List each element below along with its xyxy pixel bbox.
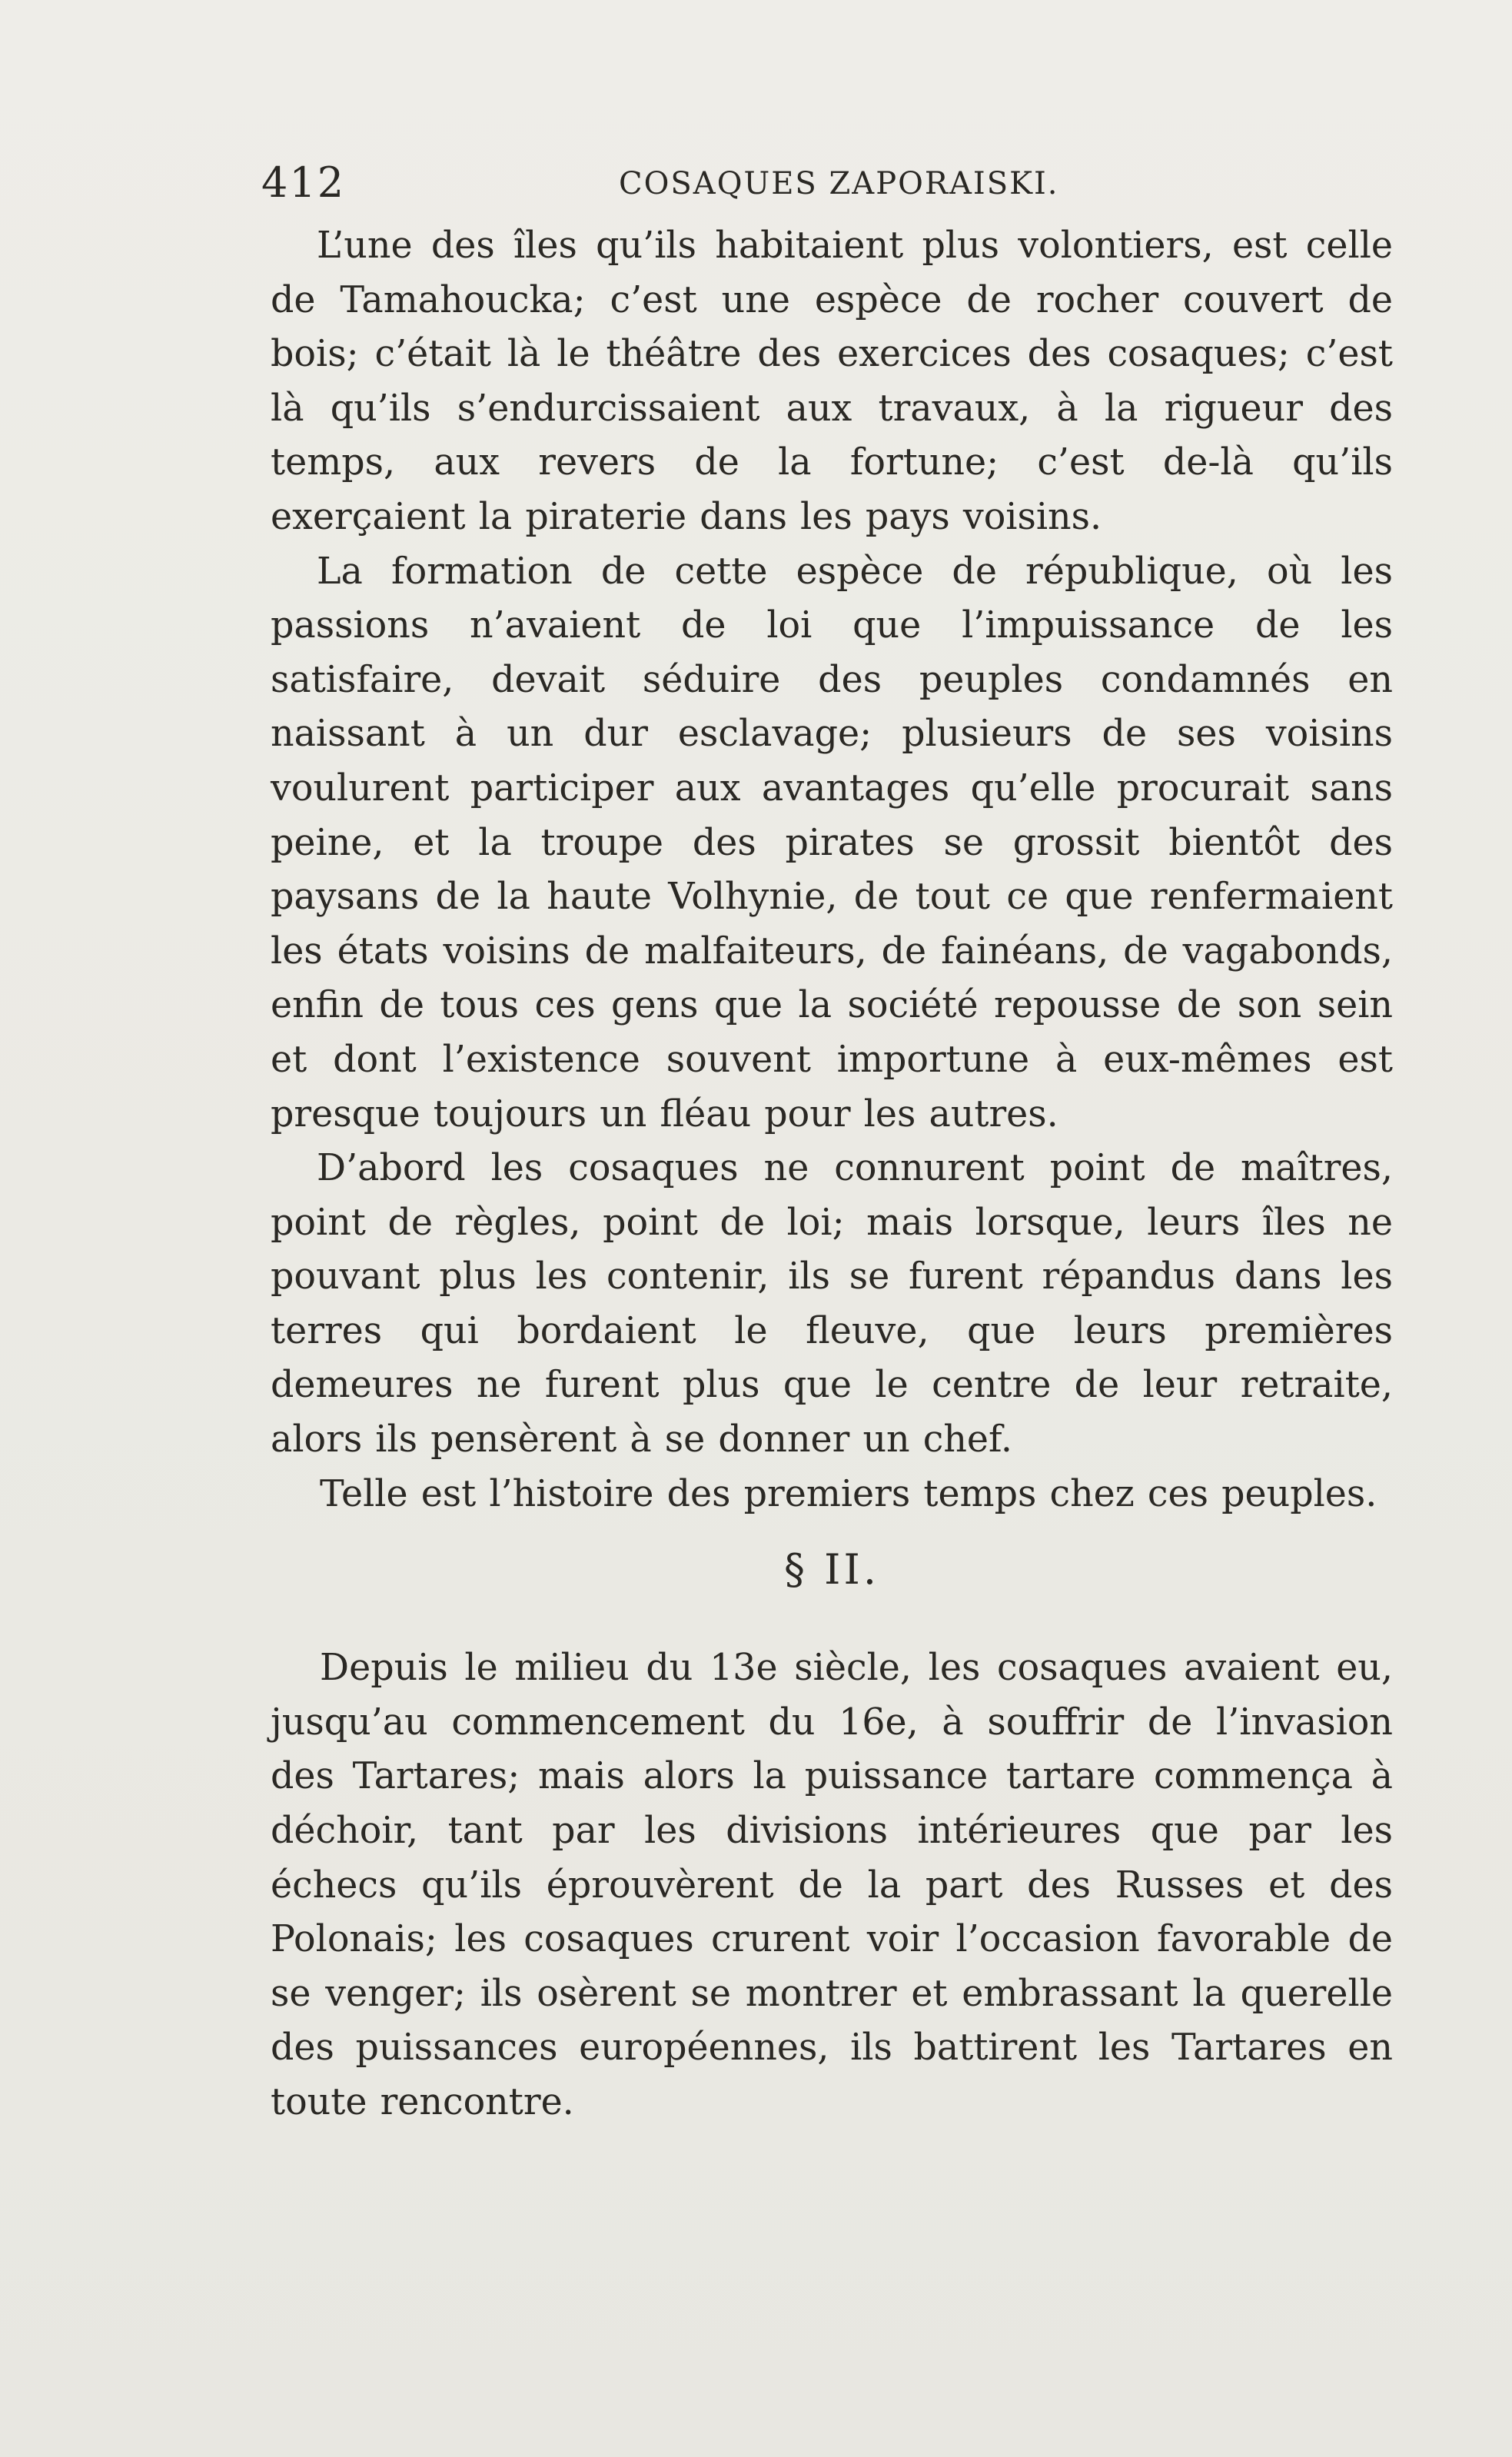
paragraph: D’abord les cosaques ne connurent point de maîtres, point de règles, point de loi; mais lorsque, leurs îles ne pouvant plus les contenir, ils se furent répandus dans les terres qui bordaient le fleuve, que leurs premières demeures ne furent plus que le centre de leur retraite, alors ils pensèrent à se donner un chef. (271, 1147, 1393, 1461)
running-title: COSAQUES ZAPORAISKI. (619, 166, 1059, 201)
paragraph: Telle est l’histoire des premiers temps chez ces peuples. (320, 1472, 1377, 1515)
paragraph: La formation de cette espèce de république, où les passions n’avaient de loi que l’impuissance de les satisfaire, devait séduire des peuples condamnés en naissant à un dur esclavage; plusieurs de ses voisins voulurent participer aux avantages qu’elle procurait sans peine, et la troupe des pirates se grossit bientôt des paysans de la haute Volhynie, de tout ce que renfermaient les états voisins de malfaiteurs, de fainéans, de vagabonds, enfin de tous ces gens que la société repousse de son sein et dont l’existence souvent importune à eux-mêmes est presque toujours un fléau pour les autres. (271, 550, 1393, 1135)
page-header (261, 158, 1370, 212)
page-number: 412 (261, 158, 346, 207)
section-heading: § II. (784, 1545, 879, 1594)
body-text (271, 219, 1393, 2130)
paragraph: Depuis le milieu du 13e siècle, les cosaques avaient eu, jusqu’au commencement du 16e, à souffrir de l’invasion des Tartares; mais alors la puissance tartare commença à déchoir, tant par les divisions intérieures que par les échecs qu’ils éprouvèrent de la part des Russes et des Polonais; les cosaques crurent voir l’occasion favorable de se venger; ils osèrent se montrer et embrassant la querelle des puissances européennes, ils battirent les Tartares en toute rencontre. (271, 1647, 1393, 2123)
paragraph: L’une des îles qu’ils habitaient plus volontiers, est celle de Tamahoucka; c’est une espèce de rocher couvert de bois; c’était là le théâtre des exercices des cosaques; c’est là qu’ils s’endurcissaient aux travaux, à la rigueur des temps, aux revers de la fortune; c’est de-là qu’ils exerçaient la piraterie dans les pays voisins. (271, 224, 1393, 538)
